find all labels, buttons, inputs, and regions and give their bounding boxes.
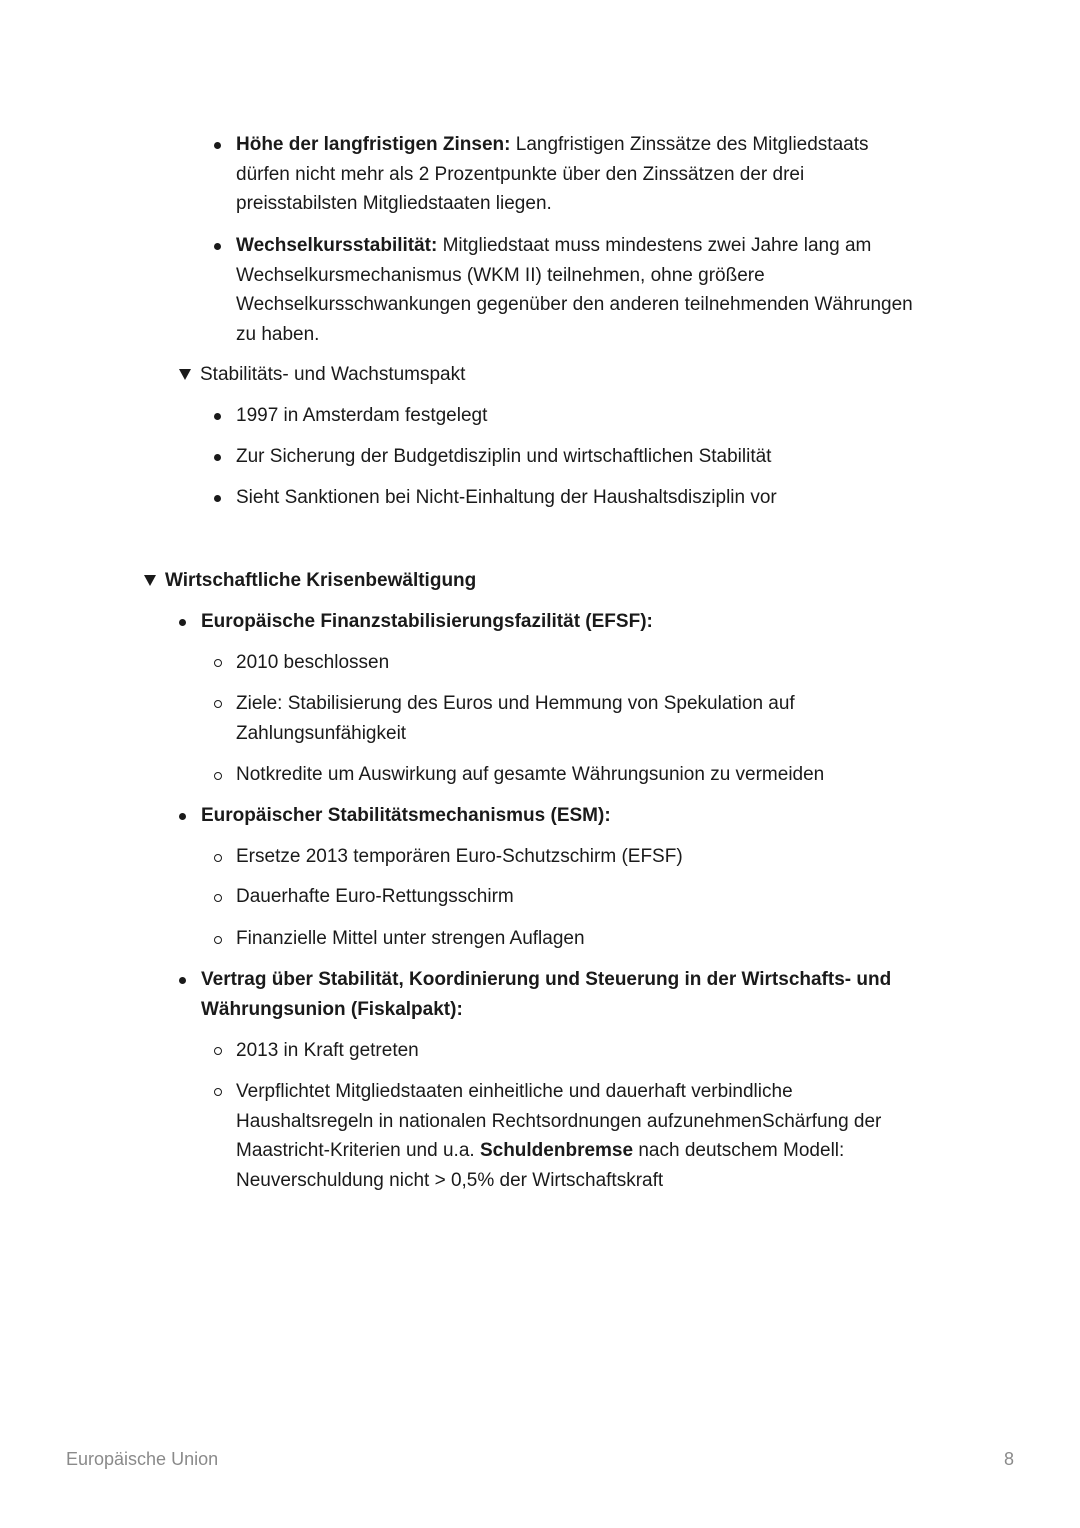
text-line: nach deutschem Modell: (633, 1140, 845, 1161)
text-line: Währungsunion (Fiskalpakt): (201, 998, 463, 1020)
text-line: Vertrag über Stabilität, Koordinierung und Steuerung in der Wirtschafts- und (201, 969, 892, 990)
bold-term: Schuldenbremse (479, 1140, 634, 1161)
list-item-text: Ersetze 2013 temporären Euro-Schutzschirm (EFSF) (236, 846, 683, 867)
text-line: Zahlungsunfähigkeit (236, 722, 407, 744)
list-item-text: Notkredite um Auswirkung auf gesamte Währungsunion zu vermeiden (236, 764, 825, 785)
text-line: Ziele: Stabilisierung des Euros und Hemmung von Spekulation auf (236, 693, 795, 714)
toggle-triangle-icon[interactable] (144, 575, 156, 586)
toggle-triangle-icon[interactable] (179, 369, 191, 380)
text-line: Haushaltsregeln in nationalen Rechtsordnungen aufzunehmenSchärfung der (236, 1110, 882, 1132)
text-line: Mitgliedstaat muss mindestens zwei Jahre lang am (437, 235, 872, 256)
item-label: Europäische Finanzstabilisierungsfazilität (EFSF): (201, 611, 653, 632)
toggle-title[interactable]: Stabilitäts- und Wachstumspakt (200, 364, 466, 385)
toggle-title[interactable]: Wirtschaftliche Krisenbewältigung (165, 570, 477, 591)
text-line: Wechselkursmechanismus (WKM II) teilnehmen, ohne größere (236, 264, 765, 286)
text-line: zu haben. (236, 323, 320, 345)
item-label: Höhe der langfristigen Zinsen: (236, 134, 511, 155)
text-line: Verpflichtet Mitgliedstaaten einheitliche und dauerhaft verbindliche (236, 1081, 793, 1102)
item-label: Europäischer Stabilitätsmechanismus (ESM): (201, 805, 611, 826)
text-line: Langfristigen Zinssätze des Mitgliedstaats (510, 134, 869, 155)
list-item-text: 1997 in Amsterdam festgelegt (236, 405, 488, 426)
list-item-text: Zur Sicherung der Budgetdisziplin und wirtschaftlichen Stabilität (236, 446, 772, 467)
list-item-text: 2010 beschlossen (236, 652, 390, 673)
page-number: 8 (1004, 1449, 1015, 1469)
text-line: Neuverschuldung nicht > 0,5% der Wirtschaftskraft (236, 1169, 664, 1191)
text-line: preisstabilsten Mitgliedstaaten liegen. (236, 193, 552, 214)
list-item-text: 2013 in Kraft getreten (236, 1040, 419, 1061)
list-item-text: Dauerhafte Euro-Rettungsschirm (236, 886, 514, 907)
text-line: Maastricht-Kriterien und u.a. (236, 1140, 480, 1161)
text-line: Wechselkursschwankungen gegenüber den anderen teilnehmenden Währungen (236, 294, 913, 315)
footer-title: Europäische Union (66, 1449, 219, 1469)
list-item-text: Sieht Sanktionen bei Nicht-Einhaltung der Haushaltsdisziplin vor (236, 487, 777, 508)
list-item-text: Finanzielle Mittel unter strengen Auflagen (236, 928, 585, 949)
text-line: dürfen nicht mehr als 2 Prozentpunkte über den Zinssätzen der drei (236, 163, 805, 185)
item-label: Wechselkursstabilität: (236, 235, 438, 256)
